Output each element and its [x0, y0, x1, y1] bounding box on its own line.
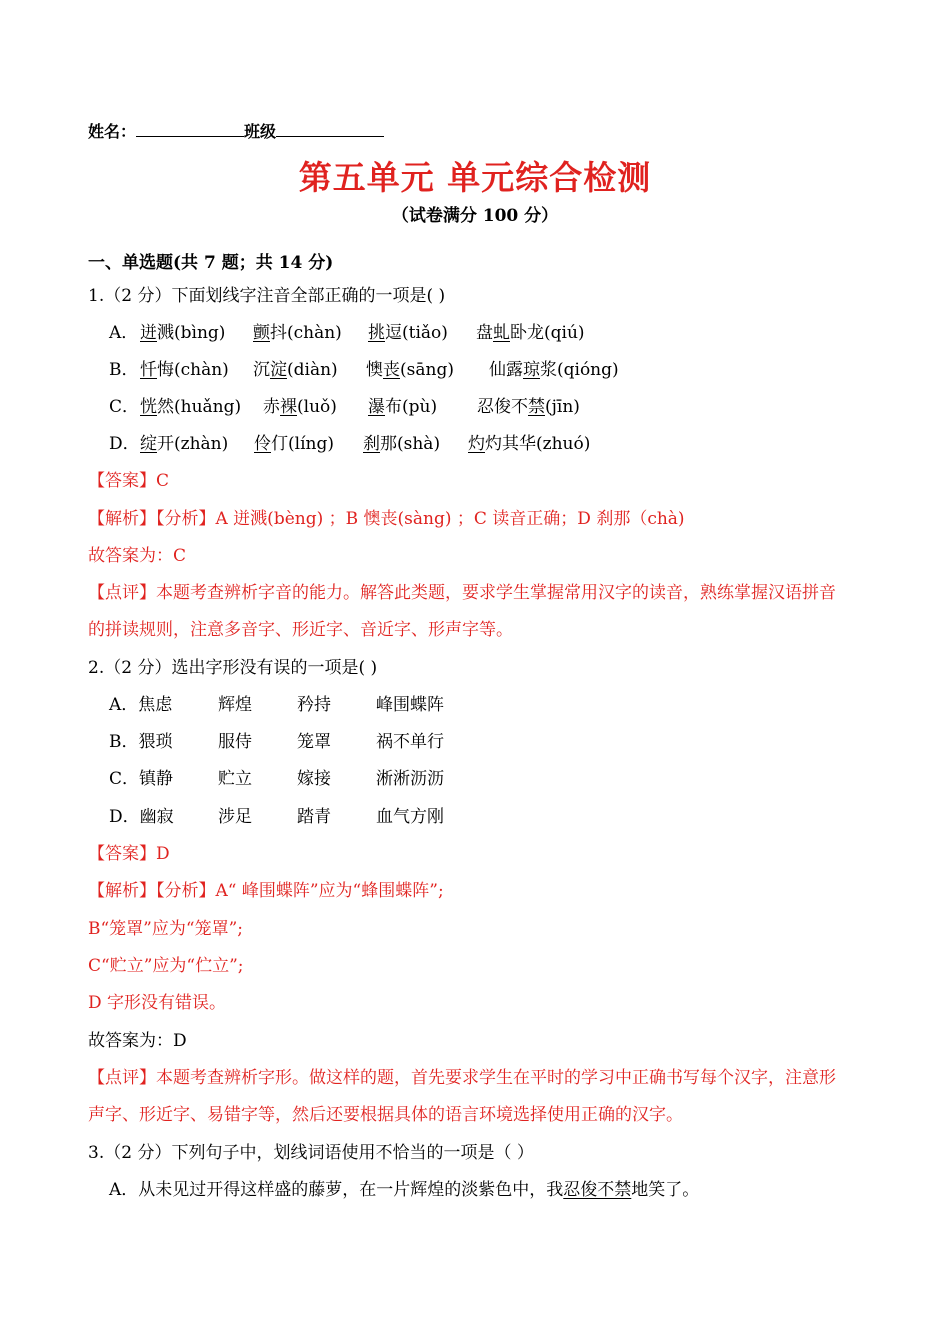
section-heading: 一、单选题(共 7 题；共 14 分) [88, 253, 334, 273]
q3-option-a: A．从未见过开得这样盛的藤萝，在一片辉煌的淡紫色中，我忍俊不禁地笑了。 [109, 1180, 700, 1200]
q1-comment-line-2: 的拼读规则，注意多音字、形近字、音近字、形声字等。 [88, 620, 513, 640]
q3-stem: 3.（2 分）下列句子中，划线词语使用不恰当的一项是（ ） [88, 1143, 534, 1163]
q1-comment-line-1: 【点评】本题考查辨析字音的能力。解答此类题，要求学生掌握常用汉字的读音，熟练掌握汉语拼音 [88, 583, 836, 603]
q2-analysis-line-2: B“笼罩”应为“笼罩”; [88, 919, 243, 939]
q2-analysis-line-4: D 字形没有错误。 [88, 993, 227, 1013]
student-info-line [88, 120, 384, 143]
q1-conclusion: 故答案为：C [88, 546, 187, 566]
q1-stem: 1.（2 分）下面划线字注音全部正确的一项是( ) [88, 286, 446, 306]
q2-answer: 【答案】D [88, 844, 170, 864]
page-title: 第五单元 单元综合检测 [298, 158, 652, 197]
name-blank[interactable] [136, 120, 244, 137]
name-label: 姓名： [88, 122, 137, 141]
q2-comment-line-1: 【点评】本题考查辨析字形。做这样的题，首先要求学生在平时的学习中正确书写每个汉字，注意形 [88, 1068, 836, 1088]
q2-comment-line-2: 声字、形近字、易错字等，然后还要根据具体的语言环境选择使用正确的汉字。 [88, 1105, 683, 1125]
q1-analysis: 【解析】【分析】A 迸溅(bèng) ；B 懊丧(sàng) ；C 读音正确；D 刹那（chà) [88, 509, 685, 529]
q2-conclusion: 故答案为：D [88, 1031, 187, 1051]
page-subtitle: （试卷满分 100 分） [391, 206, 559, 226]
q2-stem: 2.（2 分）选出字形没有误的一项是( ) [88, 658, 378, 678]
q1-answer: 【答案】C [88, 471, 170, 491]
q2-analysis-line-1: 【解析】【分析】A“ 峰围蝶阵”应为“蜂围蝶阵”; [88, 881, 444, 901]
class-label: 班级 [244, 122, 277, 141]
q2-analysis-line-3: C“贮立”应为“伫立”; [88, 956, 244, 976]
class-blank[interactable] [276, 120, 384, 137]
